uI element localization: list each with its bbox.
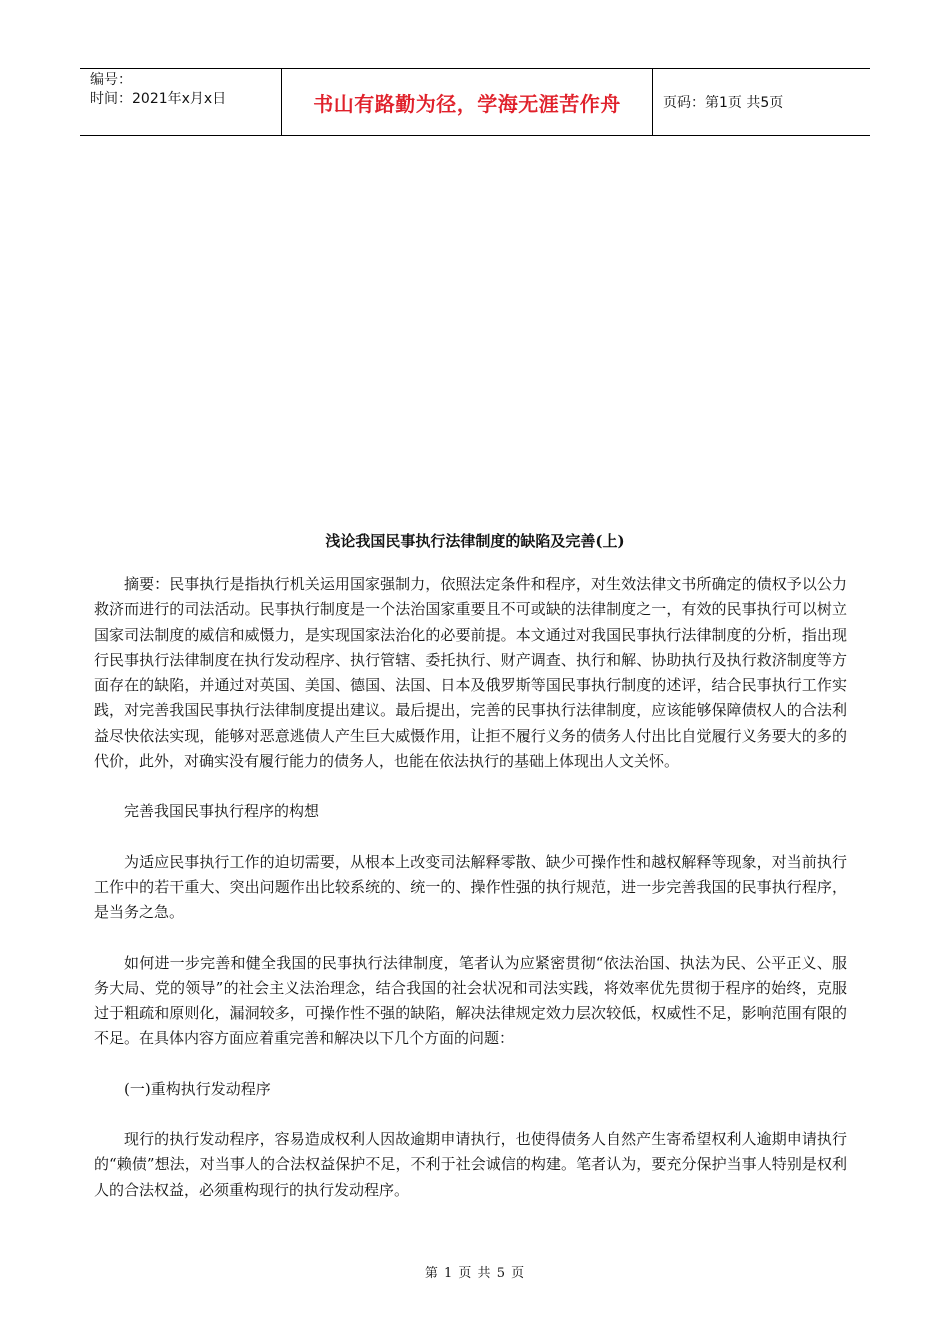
header-motto: 书山有路勤为径，学海无涯苦作舟 [313,91,621,116]
abstract-paragraph: 摘要：民事执行是指执行机关运用国家强制力，依照法定条件和程序，对生效法律文书所确定的债权予以公力救济而进行的司法活动。民事执行制度是一个法治国家重要且不可或缺的法律制度之一，有效的民事执行可以树立国家司法制度的威信和威慑力，是实现国家法治化的必要前提。本文通过对我国民事执行法律制度的分析，指出现行民事执行法律制度在执行发动程序、执行管辖、委托执行、财产调查、执行和解、协助执行及执行救济制度等方面存在的缺陷，并通过对英国、美国、德国、法国、日本及俄罗斯等国民事执行制度的述评，结合民事执行工作实践，对完善我国民事执行法律制度提出建议。最后提出，完善的民事执行法律制度，应该能够保障债权人的合法利益尽快依法实现，能够对恶意逃债人产生巨大威慑作用，让拒不履行义务的债务人付出比自觉履行义务要大的多的代价，此外，对确实没有履行能力的债务人，也能在依法执行的基础上体现出人文关怀。 [94,575,847,771]
header-page-cell [653,69,870,135]
header-page-label: 页码：第1页 共5页 [663,95,784,111]
document-body [94,572,847,1203]
page-footer: 第 1 页 共 5 页 [424,1266,526,1281]
header-meta-cell [80,69,281,135]
subsection-heading: (一)重构执行发动程序 [124,1079,271,1098]
body-paragraph: 现行的执行发动程序，容易造成权利人因故逾期申请执行，也使得债务人自然产生寄希望权利人逾期申请执行的“赖债”想法，对当事人的合法权益保护不足，不利于社会诚信的构建。笔者认为，要充分保护当事人特别是权利人的合法权益，必须重构现行的执行发动程序。 [94,1130,847,1199]
body-paragraph: 如何进一步完善和健全我国的民事执行法律制度，笔者认为应紧密贯彻“依法治国、执法为民、公平正义、服务大局、党的领导”的社会主义法治理念，结合我国的社会状况和司法实践，将效率优先贯彻于程序的始终，克服过于粗疏和原则化，漏洞较多，可操作性不强的缺陷，解决法律规定效力层次较低，权威性不足，影响范围有限的不足。在具体内容方面应着重完善和解决以下几个方面的问题： [94,953,847,1048]
section-heading: 完善我国民事执行程序的构想 [124,802,320,821]
header-table [80,68,870,136]
body-paragraph: 为适应民事执行工作的迫切需要，从根本上改变司法解释零散、缺少可操作性和越权解释等现象，对当前执行工作中的若干重大、突出问题作出比较系统的、统一的、操作性强的执行规范，进一步完善我国的民事执行程序，是当务之急。 [94,852,847,922]
document-number-label: 编号： [90,72,132,88]
document-time-label: 时间：2021年x月x日 [90,91,227,107]
document-title: 浅论我国民事执行法律制度的缺陷及完善(上) [325,532,625,550]
header-motto-cell [281,69,653,135]
